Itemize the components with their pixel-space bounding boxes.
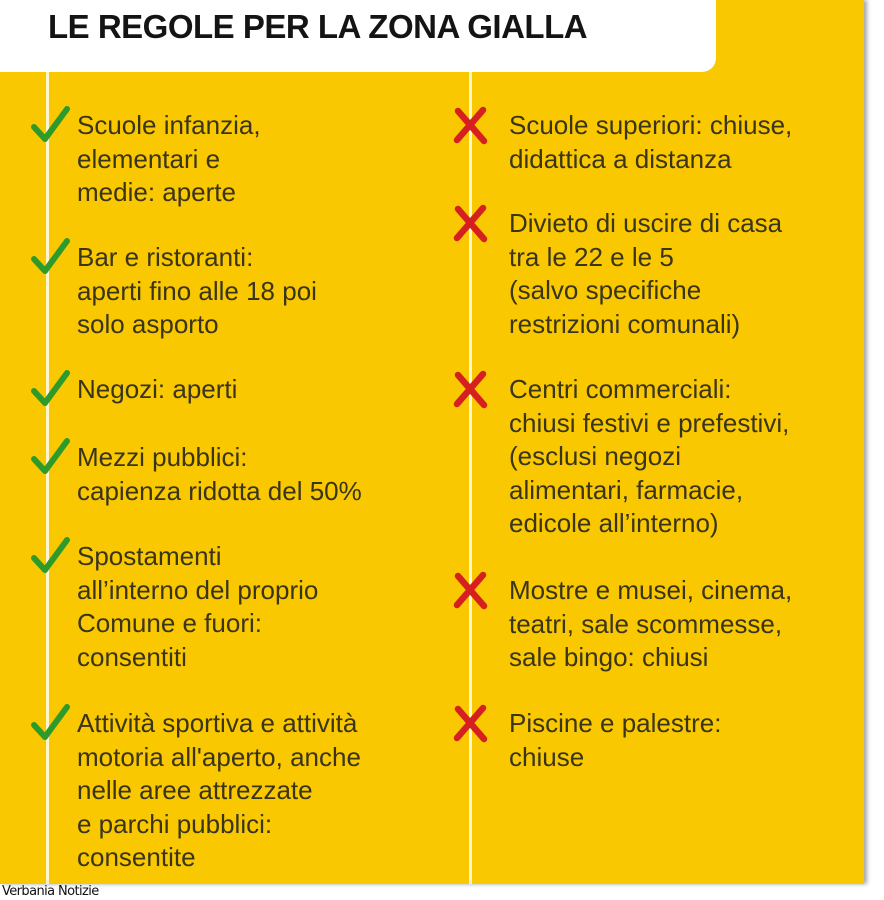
check-icon: [30, 105, 70, 145]
check-icon: [30, 536, 70, 576]
rule-item: Scuole infanzia, elementari e medie: aperte: [77, 110, 261, 207]
left-divider: [46, 72, 49, 884]
rule-item: Scuole superiori: chiuse, didattica a distanza: [509, 110, 793, 174]
cross-icon: [450, 105, 490, 145]
page-title: LE REGOLE PER LA ZONA GIALLA: [48, 8, 588, 45]
check-icon: [30, 369, 70, 409]
check-icon: [30, 237, 70, 277]
rule-item: Bar e ristoranti: aperti fino alle 18 poi solo asporto: [77, 242, 317, 339]
center-divider: [469, 72, 472, 884]
cross-icon: [450, 703, 490, 743]
title-box: [0, 0, 716, 72]
rule-item: Centri commerciali: chiusi festivi e prefestivi, (esclusi negozi alimentari, farmacie, edicole all’interno): [509, 374, 790, 538]
rule-item: Negozi: aperti: [77, 374, 238, 404]
cross-icon: [450, 369, 490, 409]
rule-item: Piscine e palestre: chiuse: [509, 708, 722, 772]
check-icon: [30, 703, 70, 743]
rule-item: Mezzi pubblici: capienza ridotta del 50%: [77, 442, 362, 506]
cross-icon: [450, 570, 490, 610]
rule-item: Attività sportiva e attività motoria all'aperto, anche nelle aree attrezzate e parchi pubblici: consentite: [77, 708, 361, 872]
source-credit: Verbania Notizie: [2, 884, 99, 899]
rule-item: Mostre e musei, cinema, teatri, sale scommesse, sale bingo: chiusi: [509, 575, 793, 672]
check-icon: [30, 437, 70, 477]
cross-icon: [450, 203, 490, 243]
rule-item: Spostamenti all’interno del proprio Comune e fuori: consentiti: [77, 541, 319, 672]
rule-item: Divieto di uscire di casa tra le 22 e le 5 (salvo specifiche restrizioni comunali): [509, 208, 783, 339]
